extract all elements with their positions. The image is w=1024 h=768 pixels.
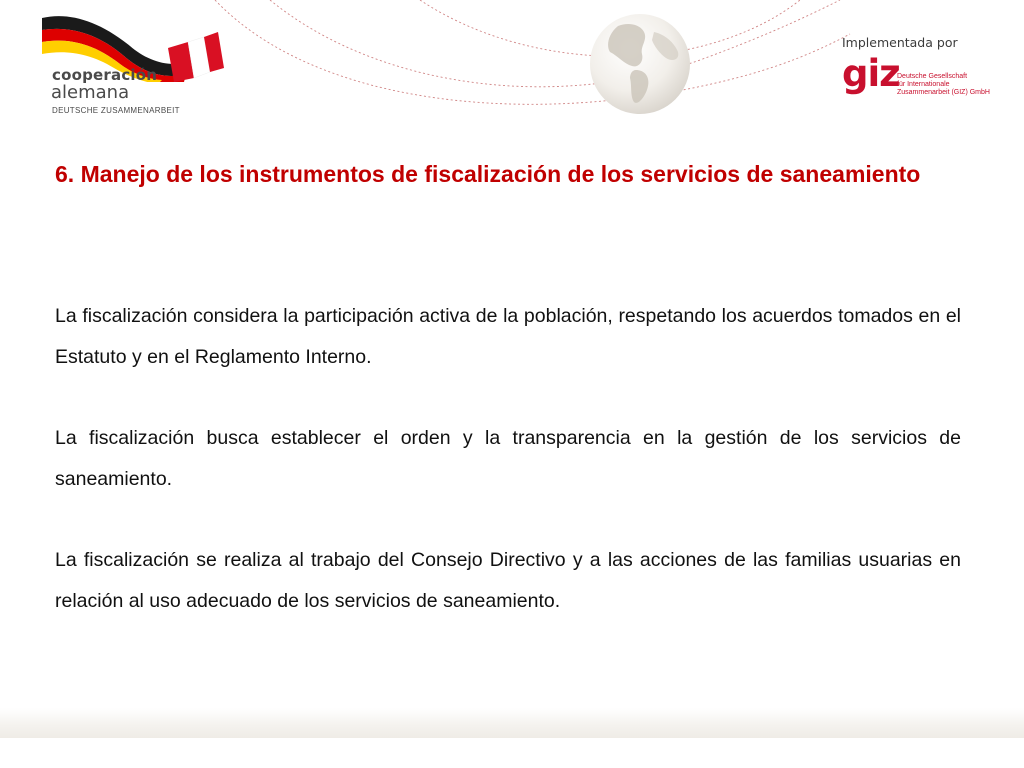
logo-line-alemana: alemana: [51, 82, 130, 103]
globe-icon: [588, 12, 692, 116]
footer-band: [0, 708, 1024, 738]
slide-title: 6. Manejo de los instrumentos de fiscalización de los servicios de saneamiento: [55, 161, 921, 187]
implemented-by-label: Implementada por: [842, 35, 958, 50]
paragraph-transparency: La fiscalización busca establecer el orden y la transparencia en la gestión de los servicios de saneamiento.: [55, 427, 961, 490]
paragraph-participation: La fiscalización considera la participación activa de la población, respetando los acuerdos tomados en el Estatuto y en el Reglamento Interno.: [55, 305, 961, 368]
giz-logo: [842, 32, 1012, 112]
giz-org-line: Zusammenarbeit (GIZ) GmbH: [897, 89, 990, 96]
cooperacion-alemana-logo: [38, 12, 228, 122]
paragraph-consejo: La fiscalización se realiza al trabajo del Consejo Directivo y a las acciones de las familias usuarias en relación al uso adecuado de los servicios de saneamiento.: [55, 549, 961, 612]
logo-line-cooperacion: cooperación: [52, 66, 158, 84]
giz-org-line: für Internationale: [897, 81, 950, 88]
giz-org-line: Deutsche Gesellschaft: [897, 73, 968, 80]
giz-wordmark: giz: [842, 52, 900, 95]
logo-line-deutsche: DEUTSCHE ZUSAMMENARBEIT: [52, 106, 180, 115]
giz-org-name: [897, 73, 990, 97]
